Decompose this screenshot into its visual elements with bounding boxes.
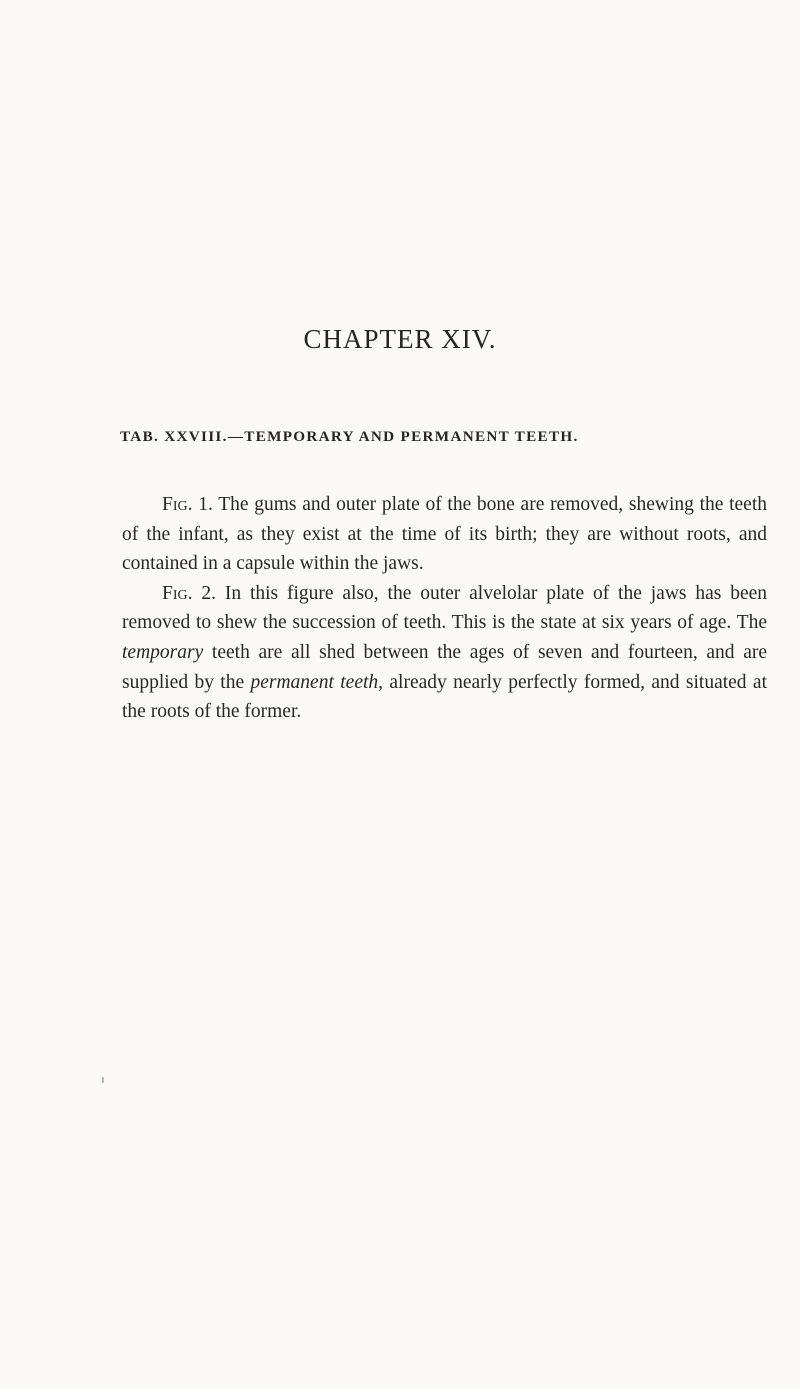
emphasis-permanent-teeth: permanent teeth,	[250, 671, 384, 693]
paper-speck	[102, 1077, 104, 1083]
emphasis-temporary: temporary	[122, 641, 204, 663]
paragraph-fig-1	[122, 490, 767, 579]
body-text	[122, 490, 767, 727]
paragraph-text: already nearly perfectly formed, and situated at the roots of the former.	[122, 671, 767, 723]
plate-heading: TAB. XXVIII.—TEMPORARY AND PERMANENT TEETH.	[120, 428, 579, 445]
paragraph-text: In this figure also, the outer alvelolar plate of the jaws has been removed to shew the succession of teeth. This is the state at six years of age. The	[122, 582, 768, 634]
paragraph-fig-2	[122, 579, 767, 727]
figure-label: Fig. 1.	[162, 494, 213, 515]
paragraph-text: The gums and outer plate of the bone are removed, shewing the teeth of the infant, as they exist at the time of its birth; they are without roots, and contained in a capsule within the jaws.	[122, 494, 768, 575]
paragraph-text: teeth are all shed between the ages of seven and fourteen, and are supplied by the	[122, 641, 767, 693]
figure-label: Fig. 2.	[162, 582, 216, 604]
chapter-title: CHAPTER XIV.	[303, 324, 497, 354]
